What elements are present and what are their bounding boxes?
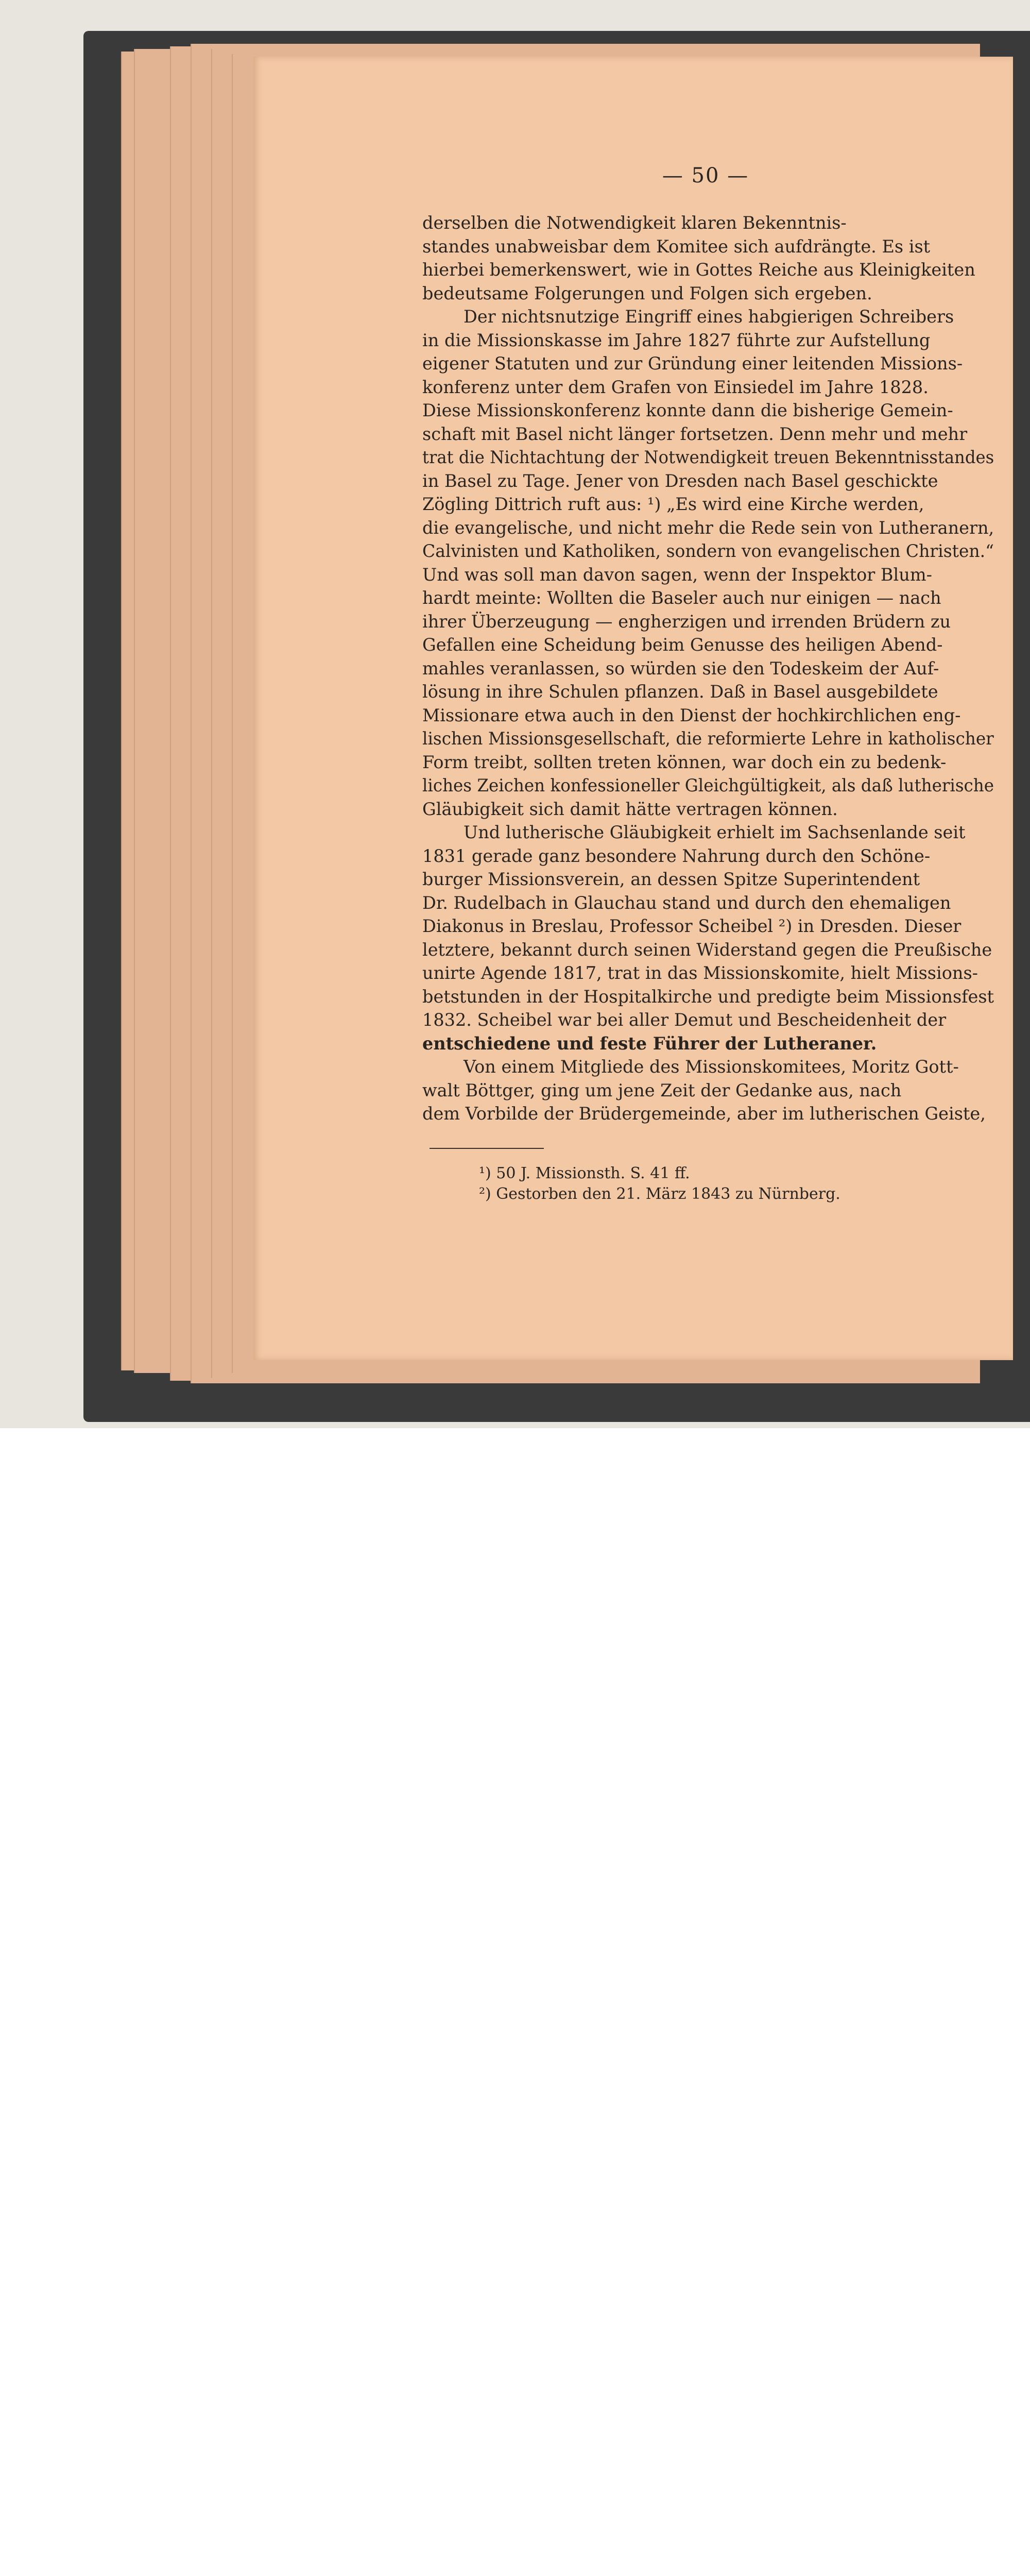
text-line: standes unabweisbar dem Komitee sich aufdrängte. Es ist [422,236,931,257]
text-line: trat die Nichtachtung der Notwendigkeit treuen Bekenntnisstandes [422,447,994,467]
text-line: letztere, bekannt durch seinen Widerstand gegen die Preußische [422,939,992,960]
text-line: hardt meinte: Wollten die Baseler auch nur einigen — nach [422,588,941,608]
text-line: 1832. Scheibel war bei aller Demut und Bescheidenheit der [422,1010,947,1030]
text-line: Diese Missionskonferenz konnte dann die bisherige Gemein- [422,400,953,420]
footnote-divider [430,1148,544,1149]
text-line: Gefallen eine Scheidung beim Genusse des heiligen Abend- [422,635,943,655]
text-line: hierbei bemerkenswert, wie in Gottes Reiche aus Kleinigkeiten [422,260,975,280]
text-line: Missionare etwa auch in den Dienst der hochkirchlichen eng- [422,705,961,725]
footnotes [479,1163,942,1205]
text-line: schaft mit Basel nicht länger fortsetzen. Denn mehr und mehr [422,423,968,444]
text-line: ihrer Überzeugung — engherzigen und irrenden Brüdern zu [422,611,951,632]
body-text [422,211,994,1126]
text-line: walt Böttger, ging um jene Zeit der Gedanke aus, nach [422,1080,902,1100]
text-line: lischen Missionsgesellschaft, die reformierte Lehre in katholischer [422,728,994,749]
text-line: konferenz unter dem Grafen von Einsiedel im Jahre 1828. [422,377,929,397]
text-line: Von einem Mitgliede des Missionskomitees, Moritz Gott- [464,1057,959,1077]
text-line: die evangelische, und nicht mehr die Rede sein von Lutheranern, [422,517,994,538]
page-number: — 50 — [662,164,749,188]
text-line: Dr. Rudelbach in Glauchau stand und durch den ehemaligen [422,892,951,913]
text-line: Calvinisten und Katholiken, sondern von evangelischen Christen.“ [422,541,994,561]
text-line: Und was soll man davon sagen, wenn der Inspektor Blum- [422,564,932,585]
text-line: bedeutsame Folgerungen und Folgen sich ergeben. [422,283,872,303]
text-line: burger Missionsverein, an dessen Spitze Superintendent [422,869,920,889]
text-line: betstunden in der Hospitalkirche und predigte beim Missionsfest [422,986,994,1007]
text-line: in Basel zu Tage. Jener von Dresden nach Basel geschickte [422,470,938,491]
text-line: entschiedene und feste Führer der Lutheraner. [422,1033,877,1054]
text-line: eigener Statuten und zur Gründung einer leitenden Missions- [422,353,963,374]
text-line: Diakonus in Breslau, Professor Scheibel ²) in Dresden. Dieser [422,916,962,936]
text-line: in die Missionskasse im Jahre 1827 führte zur Aufstellung [422,330,931,350]
text-line: Gläubigkeit sich damit hätte vertragen können. [422,799,838,819]
text-line: Und lutherische Gläubigkeit erhielt im Sachsenlande seit [464,822,966,842]
text-line: Form treibt, sollten treten können, war doch ein zu bedenk- [422,752,947,772]
text-line: liches Zeichen konfessioneller Gleichgültigkeit, als daß lutherische [422,775,994,795]
footnote-2: ²) Gestorben den 21. März 1843 zu Nürnberg. [479,1185,840,1203]
text-line: dem Vorbilde der Brüdergemeinde, aber im lutherischen Geiste, [422,1104,986,1124]
text-line: derselben die Notwendigkeit klaren Bekenntnis- [422,213,847,233]
text-line: lösung in ihre Schulen pflanzen. Daß in Basel ausgebildete [422,682,938,702]
footnote-1: ¹) 50 J. Missionsth. S. 41 ff. [479,1164,690,1182]
text-line: 1831 gerade ganz besondere Nahrung durch den Schöne- [422,845,931,866]
text-line: Der nichtsnutzige Eingriff eines habgierigen Schreibers [464,307,954,327]
footer-bar [0,1428,1030,1443]
text-line: mahles veranlassen, so würden sie den Todeskeim der Auf- [422,658,939,679]
text-line: Zögling Dittrich ruft aus: ¹) „Es wird eine Kirche werden, [422,494,924,514]
text-line: unirte Agende 1817, trat in das Missionskomite, hielt Missions- [422,963,978,983]
